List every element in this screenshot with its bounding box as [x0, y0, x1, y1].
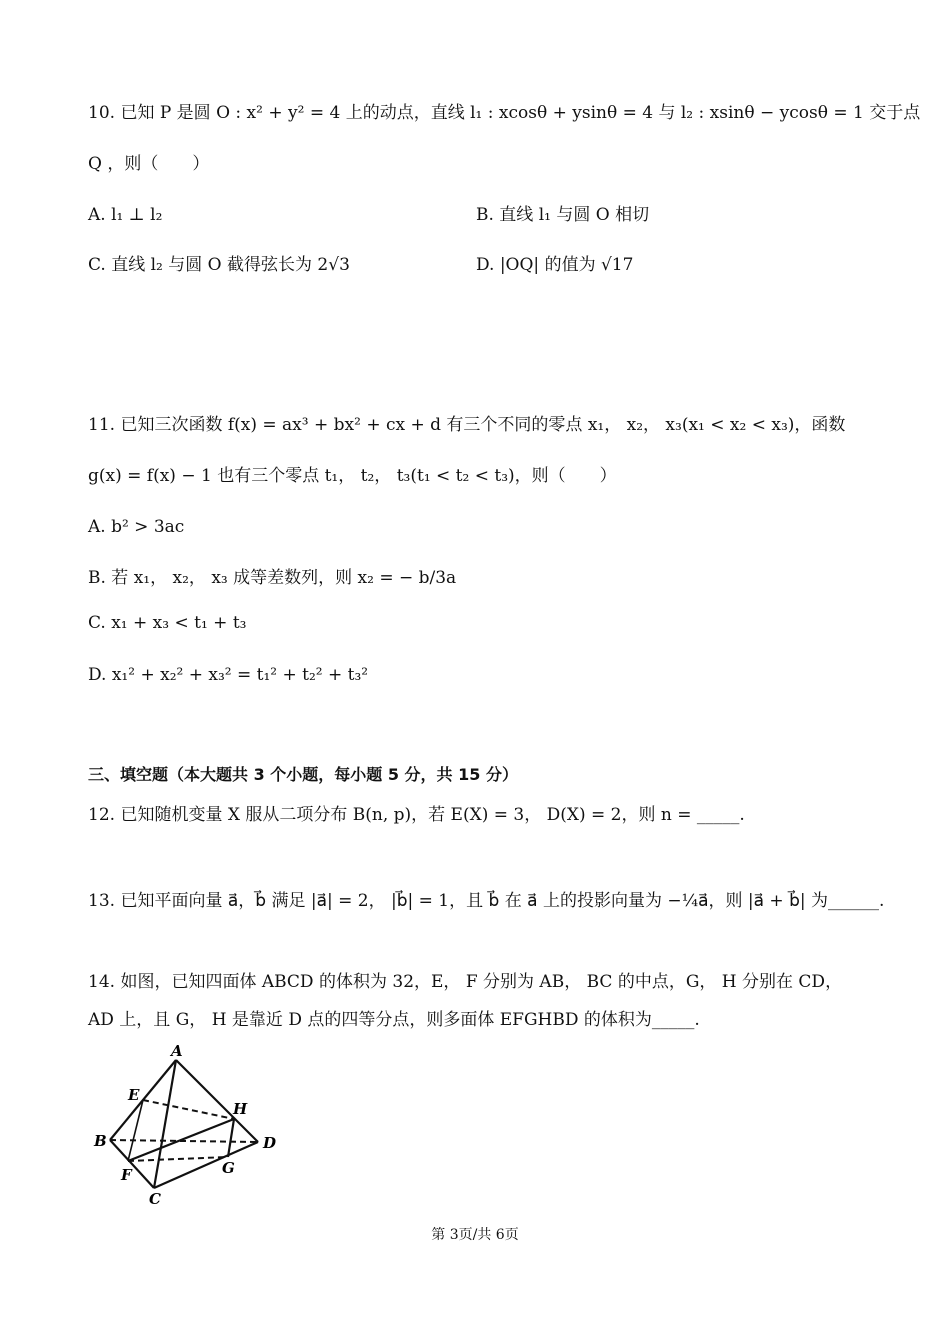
q14-stem: 14. 如图，已知四面体 ABCD 的体积为 32，E， F 分别为 AB， BC 的中点，G， H 分别在 CD，	[88, 972, 843, 992]
q14-stem-cont: AD 上，且 G， H 是靠近 D 点的四等分点，则多面体 EFGHBD 的体积为_____.	[88, 1010, 700, 1030]
q10-option-b: B. 直线 l₁ 与圆 O 相切	[476, 205, 650, 225]
q10-option-d: D. |OQ| 的值为 √17	[476, 255, 634, 275]
label-d: D	[263, 1134, 277, 1152]
q10-option-a: A. l₁ ⊥ l₂	[88, 205, 163, 225]
q11-option-d: D. x₁² + x₂² + x₃² = t₁² + t₂² + t₃²	[88, 665, 369, 685]
q13: 13. 已知平面向量 a⃗，b⃗ 满足 |a⃗| = 2， |b⃗| = 1，且 b⃗ 在 a⃗ 上的投影向量为 −¼a⃗，则 |a⃗ + b⃗| 为______.	[88, 891, 885, 911]
q11-option-a: A. b² > 3ac	[88, 517, 185, 537]
q10-stem-cont: Q ，则（ ）	[88, 154, 210, 174]
label-c: C	[149, 1190, 161, 1208]
label-h: H	[233, 1100, 248, 1118]
edge-fg	[128, 1157, 228, 1161]
label-g: G	[222, 1159, 235, 1177]
edge-ac	[154, 1060, 176, 1188]
edge-cd	[154, 1142, 258, 1188]
page-footer: 第 3页/共 6页	[431, 1227, 519, 1243]
label-a: A	[171, 1042, 183, 1060]
label-f: F	[121, 1166, 132, 1184]
q11-stem: 11. 已知三次函数 f(x) = ax³ + bx² + cx + d 有三个不同的零点 x₁， x₂， x₃(x₁ < x₂ < x₃)，函数	[88, 415, 846, 435]
q12: 12. 已知随机变量 X 服从二项分布 B(n, p)，若 E(X) = 3， D(X) = 2，则 n = _____.	[88, 805, 745, 825]
section-title: 三、填空题（本大题共 3 个小题，每小题 5 分，共 15 分）	[88, 765, 518, 784]
q11-option-b: B. 若 x₁， x₂， x₃ 成等差数列，则 x₂ = − b/3a	[88, 568, 457, 588]
tetrahedron-figure	[88, 1040, 288, 1214]
edge-hg	[228, 1119, 234, 1157]
q11-stem-cont: g(x) = f(x) − 1 也有三个零点 t₁， t₂， t₃(t₁ < t₂ < t₃)，则（ ）	[88, 466, 617, 486]
q10-stem: 10. 已知 P 是圆 O : x² + y² = 4 上的动点，直线 l₁ : xcosθ + ysinθ = 4 与 l₂ : xsinθ − ycosθ = 1 交于点	[88, 103, 921, 123]
tetrahedron-svg	[88, 1040, 288, 1210]
q11-option-c: C. x₁ + x₃ < t₁ + t₃	[88, 613, 247, 633]
q10-option-c: C. 直线 l₂ 与圆 O 截得弦长为 2√3	[88, 255, 350, 275]
label-b: B	[94, 1132, 107, 1150]
label-e: E	[128, 1086, 140, 1104]
